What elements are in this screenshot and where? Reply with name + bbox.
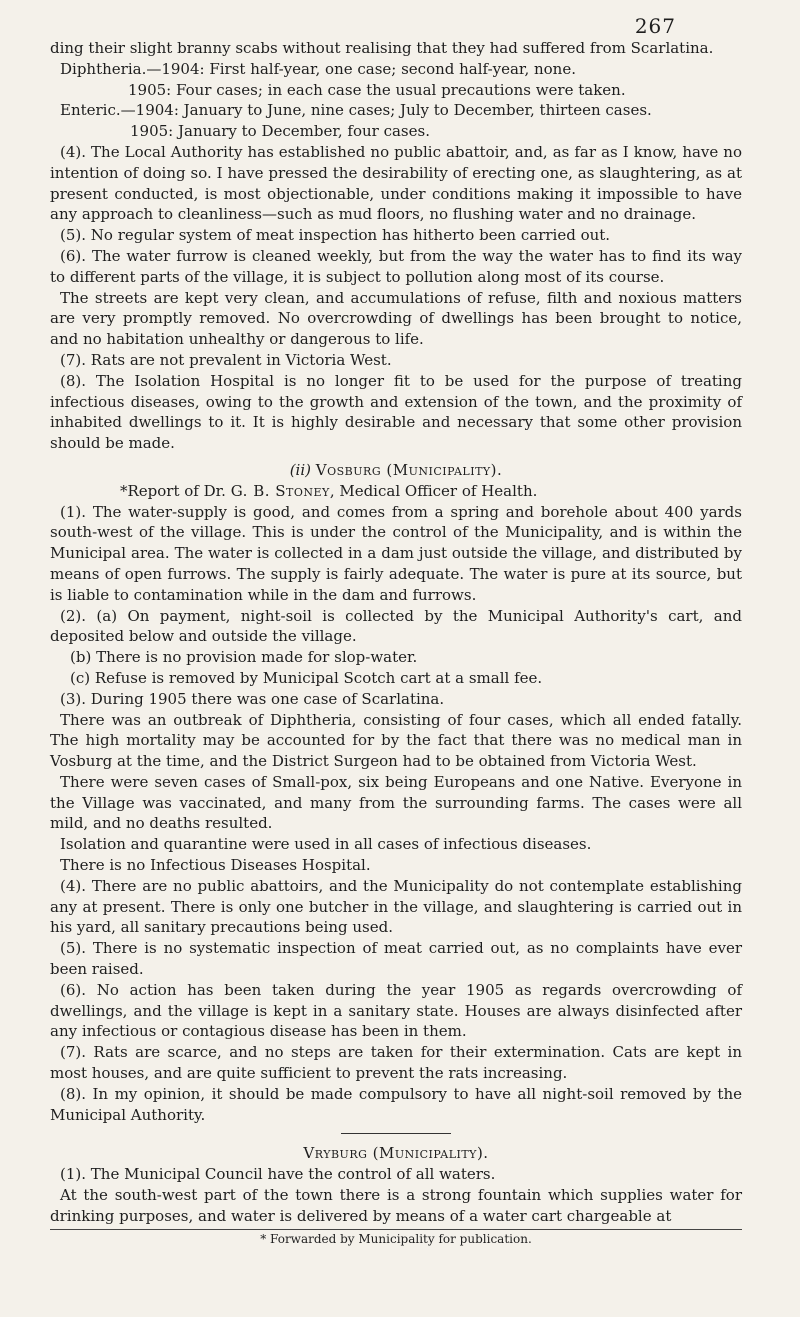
paragraph: Isolation and quarantine were used in all cases of infectious diseases. xyxy=(60,835,592,854)
paragraph: The streets are kept very clean, and accumulations of refuse, filth and noxious matters are very promptly removed. No overcrowding of dwellings has been brought to notice, and no habitation unhealthy or dangerous to life. xyxy=(50,288,742,349)
paragraph: (c) Refuse is removed by Municipal Scotch cart at a small fee. xyxy=(70,668,543,687)
paragraph: (b) There is no provision made for slop-water. xyxy=(70,648,418,667)
victoria-west-continuation xyxy=(50,38,742,454)
report-suffix: , Medical Officer of Health. xyxy=(329,481,538,500)
paragraph: At the south-west part of the town there is a strong fountain which supplies water for drinking purposes, and water is delivered by means of a water cart chargeable at xyxy=(50,1186,742,1225)
paragraph: (5). No regular system of meat inspection has hitherto been carried out. xyxy=(60,226,611,245)
vosburg-report-line xyxy=(50,481,742,502)
footnote-rule xyxy=(50,1229,742,1230)
paragraph: (2). (a) On payment, night-soil is collected by the Municipal Authority's cart, and deposited below and outside the village. xyxy=(50,606,742,646)
paragraph: There were seven cases of Small-pox, six being Europeans and one Native. Everyone in the Village was vaccinated, and many from the surrounding farms. The cases were all mild, and no deaths resulted. xyxy=(50,772,742,833)
report-prefix: *Report of Dr. xyxy=(120,481,231,500)
paragraph: (6). No action has been taken during the year 1905 as regards overcrowding of dwellings, and the village is kept in a sanitary state. Houses are always disinfected after any infectious or contagious disease has been in them. xyxy=(50,980,742,1041)
paragraph: There was an outbreak of Diphtheria, consisting of four cases, which all ended fatally. The high mortality may be accounted for by the fact that there was no medical man in Vosburg at the time, and the District Surgeon had to be obtained from Victoria West. xyxy=(50,710,742,771)
paragraph: (4). There are no public abattoirs, and the Municipality do not contemplate establishing any at present. There is only one butcher in the village, and slaughtering is carried out in his yard, all sanitary precautions being used. xyxy=(50,876,742,937)
paragraph: (6). The water furrow is cleaned weekly, but from the way the water has to find its way to different parts of the village, it is subject to pollution along most of its course. xyxy=(50,246,742,286)
paragraph: ding their slight branny scabs without realising that they had suffered from Scarlatina. xyxy=(50,39,714,57)
paragraph: (3). During 1905 there was one case of Scarlatina. xyxy=(60,689,445,708)
vryburg-heading-title: Vryburg (Municipality). xyxy=(303,1144,489,1163)
page-number: 267 xyxy=(634,14,676,38)
section-divider xyxy=(341,1133,451,1134)
paragraph: Enteric.—1904: January to June, nine cases; July to December, thirteen cases. xyxy=(60,101,652,120)
vryburg-heading xyxy=(50,1143,742,1164)
vryburg-section xyxy=(50,1164,742,1226)
report-author-name: G. B. Stoney xyxy=(230,481,330,500)
paragraph: 1905: January to December, four cases. xyxy=(130,122,430,141)
paragraph: (7). Rats are scarce, and no steps are taken for their extermination. Cats are kept in most houses, and are quite sufficient to prevent the rats increasing. xyxy=(50,1043,742,1083)
vosburg-heading xyxy=(50,460,742,481)
paragraph: (8). In my opinion, it should be made compulsory to have all night-soil removed by the Municipal Authority. xyxy=(50,1084,742,1124)
body-text xyxy=(50,38,742,1227)
vosburg-heading-number: (ii) xyxy=(289,460,312,479)
paragraph: (1). The water-supply is good, and comes from a spring and borehole about 400 yards south-west of the village. This is under the control of the Municipality, and is within the Municipal area. The water is collected in a dam just outside the village, and distributed by means of open furrows. The supply is fairly adequate. The water is pure at its source, but is liable to contamination while in the dam and furrows. xyxy=(50,502,742,604)
paragraph: (4). The Local Authority has established no public abattoir, and, as far as I know, have no intention of doing so. I have pressed the desirability of erecting one, as slaughtering, as at present conducted, is most objectionable, under conditions making it impossible to have any approach to cleanliness—such as mud floors, no flushing water and no drainage. xyxy=(50,142,742,224)
vosburg-heading-title: Vosburg (Municipality). xyxy=(315,460,503,479)
footnote: * Forwarded by Municipality for publication. xyxy=(260,1231,532,1246)
paragraph: There is no Infectious Diseases Hospital. xyxy=(60,856,371,875)
paragraph: 1905: Four cases; in each case the usual precautions were taken. xyxy=(128,80,626,99)
vosburg-section xyxy=(50,502,742,1126)
paragraph: (7). Rats are not prevalent in Victoria West. xyxy=(60,350,392,369)
paragraph: (5). There is no systematic inspection of meat carried out, as no complaints have ever been raised. xyxy=(50,939,742,979)
paragraph: Diphtheria.—1904: First half-year, one case; second half-year, none. xyxy=(60,59,576,78)
paragraph: (1). The Municipal Council have the control of all waters. xyxy=(60,1165,496,1184)
paragraph: (8). The Isolation Hospital is no longer fit to be used for the purpose of treating infectious diseases, owing to the growth and extension of the town, and the proximity of inhabited dwellings to it. It is highly desirable and necessary that some other provision should be made. xyxy=(50,371,742,453)
